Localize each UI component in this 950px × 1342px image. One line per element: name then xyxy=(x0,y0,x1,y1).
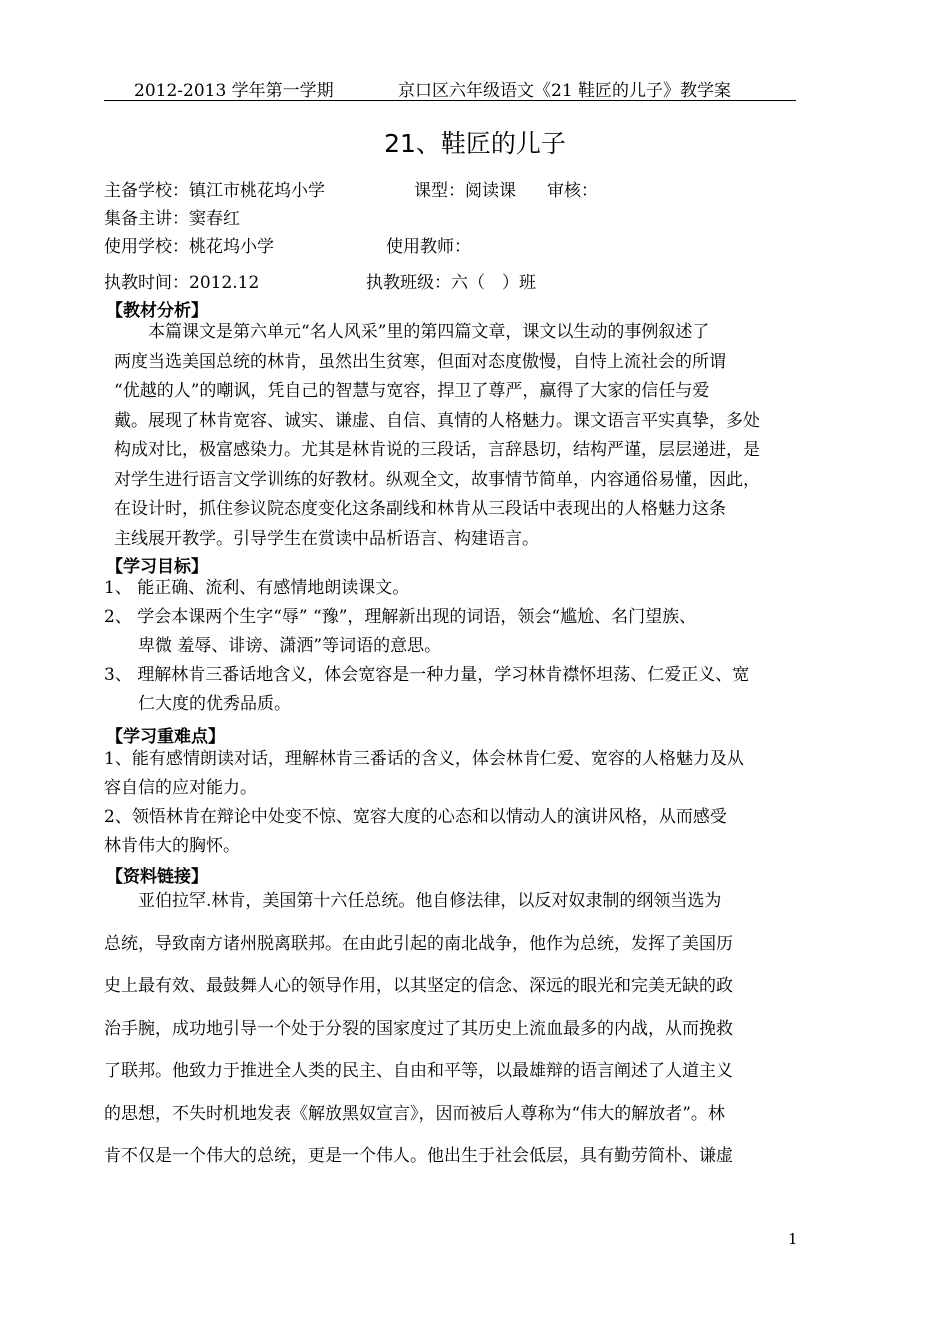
info-class: 执教班级：六（ ）班 xyxy=(366,273,536,293)
section-heading-links: 【资料链接】 xyxy=(106,867,208,887)
section-heading-analysis: 【教材分析】 xyxy=(106,301,208,321)
info-school: 主备学校：镇江市桃花坞小学 xyxy=(104,181,325,201)
paragraph-line: 主线展开教学。引导学生在赏读中品析语言、构建语言。 xyxy=(114,528,539,549)
info-lecturer: 集备主讲：窦春红 xyxy=(104,209,240,229)
list-item: 3、 理解林肯三番话地含义，体会宽容是一种力量，学习林肯襟怀坦荡、仁爱正义、宽 xyxy=(104,665,750,685)
list-item: 1、能有感情朗读对话，理解林肯三番话的含义，体会林肯仁爱、宽容的人格魅力及从 xyxy=(104,749,744,769)
list-item: 卑微 羞辱、诽谤、潇洒”等词语的意思。 xyxy=(138,636,442,656)
list-item: 仁大度的优秀品质。 xyxy=(138,694,291,714)
goals-list xyxy=(104,574,749,719)
links-paragraph xyxy=(104,880,733,1178)
info-time: 执教时间：2012.12 xyxy=(104,273,260,293)
paragraph-line: 总统，导致南方诸州脱离联邦。在由此引起的南北战争，他作为总统，发挥了美国历 xyxy=(104,933,733,954)
list-item: 2、领悟林肯在辩论中处变不惊、宽容大度的心态和以情动人的演讲风格，从而感受 xyxy=(104,807,727,827)
info-row-time xyxy=(104,268,536,293)
info-use-teacher: 使用教师： xyxy=(386,237,471,257)
info-row-school xyxy=(104,176,598,201)
list-item: 1、 能正确、流利、有感情地朗读课文。 xyxy=(104,578,410,598)
key-points-list xyxy=(104,745,744,861)
page-number: 1 xyxy=(788,1230,798,1248)
paragraph-line: 构成对比，极富感染力。尤其是林肯说的三段话，言辞恳切，结构严谨，层层递进，是 xyxy=(114,440,760,460)
paragraph-line: 亚伯拉罕.林肯，美国第十六任总统。他自修法律，以反对奴隶制的纲领当选为 xyxy=(104,891,722,911)
info-course-type: 课型：阅读课 xyxy=(414,181,516,201)
paragraph-line: 的思想，不失时机地发表《解放黑奴宣言》，因而被后人尊称为“伟大的解放者”。林 xyxy=(104,1103,725,1124)
info-review: 审核： xyxy=(547,181,598,201)
paragraph-line: 治手腕，成功地引导一个处于分裂的国家度过了其历史上流血最多的内战，从而挽救 xyxy=(104,1018,733,1039)
paragraph-line: 肯不仅是一个伟大的总统，更是一个伟人。他出生于社会低层，具有勤劳简朴、谦虚 xyxy=(104,1146,733,1166)
analysis-paragraph xyxy=(114,318,760,554)
info-use-school: 使用学校：桃花坞小学 xyxy=(104,237,274,257)
paragraph-line: 史上最有效、最鼓舞人心的领导作用，以其坚定的信念、深远的眼光和完美无缺的政 xyxy=(104,976,733,996)
paragraph-line: 了联邦。他致力于推进全人类的民主、自由和平等，以最雄辩的语言阐述了人道主义 xyxy=(104,1061,733,1081)
list-item: 林肯伟大的胸怀。 xyxy=(104,836,240,856)
section-heading-key-points: 【学习重难点】 xyxy=(106,727,225,747)
paragraph-line: “优越的人”的嘲讽，凭自己的智慧与宽容，捍卫了尊严，赢得了大家的信任与爱 xyxy=(114,381,710,401)
section-heading-goals: 【学习目标】 xyxy=(106,557,208,577)
paragraph-line: 在设计时，抓住参议院态度变化这条副线和林肯从三段话中表现出的人格魅力这条 xyxy=(114,499,726,519)
list-item: 容自信的应对能力。 xyxy=(104,778,257,798)
header-term: 2012-2013 学年第一学期 xyxy=(134,81,334,101)
info-row-use xyxy=(104,232,471,257)
paragraph-line: 对学生进行语言文学训练的好教材。纵观全文，故事情节简单，内容通俗易懂，因此， xyxy=(114,469,760,490)
list-item: 2、 学会本课两个生字“辱” “豫”，理解新出现的词语，领会“尴尬、名门望族、 xyxy=(104,607,697,627)
page-header xyxy=(104,76,796,101)
paragraph-line: 戴。展现了林肯宽容、诚实、谦虚、自信、真情的人格魅力。课文语言平实真挚，多处 xyxy=(114,410,760,431)
paragraph-line: 两度当选美国总统的林肯，虽然出生贫寒，但面对态度傲慢，自恃上流社会的所谓 xyxy=(114,351,726,372)
document-title: 21、鞋匠的儿子 xyxy=(384,129,566,158)
header-course: 京口区六年级语文《21 鞋匠的儿子》教学案 xyxy=(398,81,732,101)
paragraph-line: 本篇课文是第六单元“名人风采”里的第四篇文章，课文以生动的事例叙述了 xyxy=(148,322,710,342)
